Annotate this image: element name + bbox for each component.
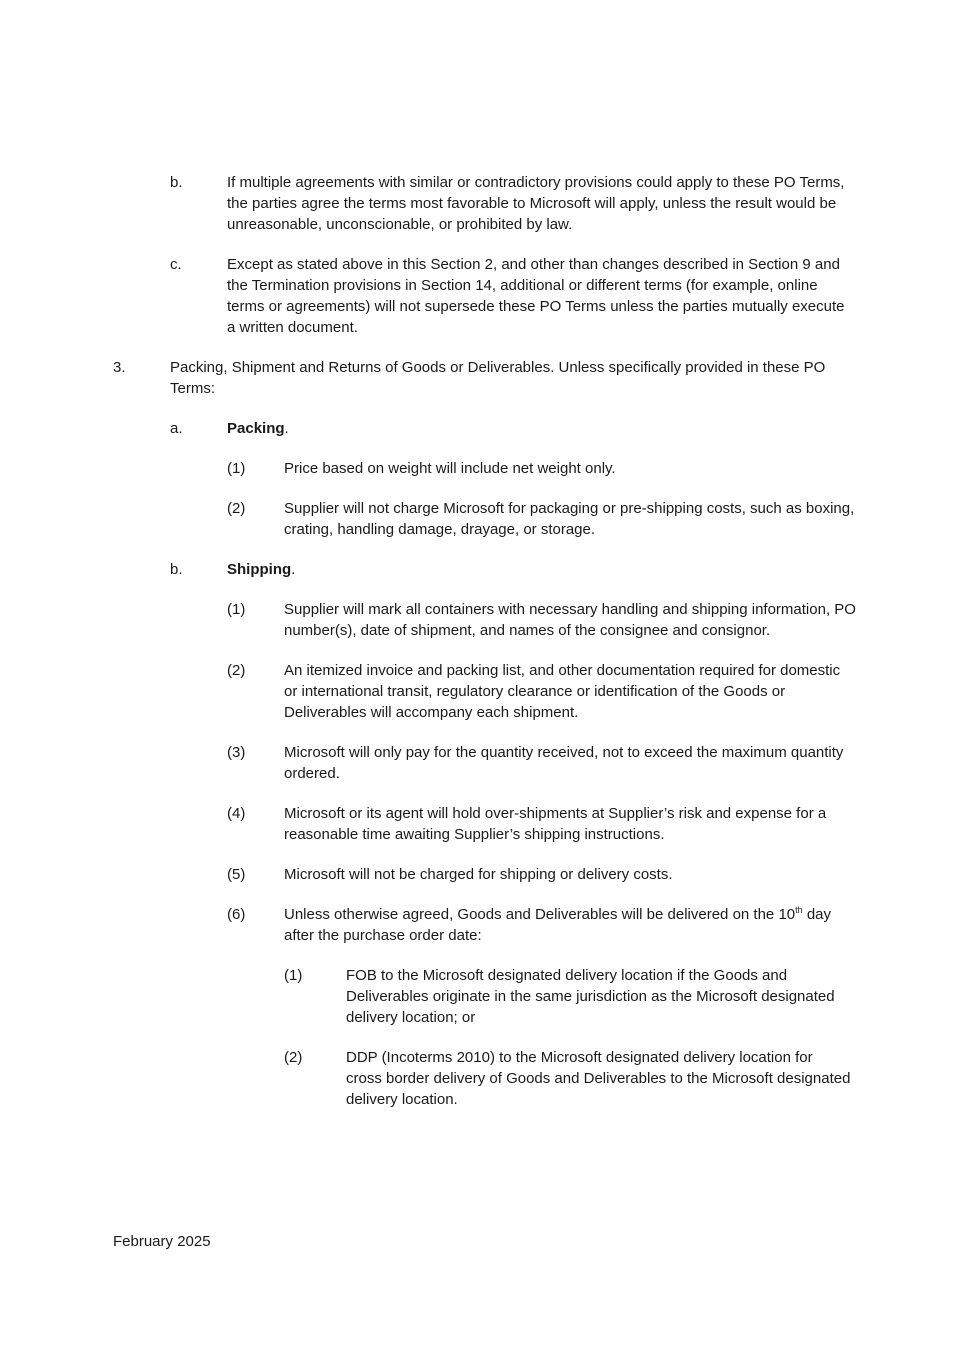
- clause-3b-2: [0, 660, 965, 723]
- clause-marker: (5): [227, 866, 246, 883]
- clause-text: Microsoft will not be charged for shipping or delivery costs.: [284, 866, 673, 883]
- clause-text: DDP (Incoterms 2010) to the Microsoft designated delivery location for cross border delivery of Goods and Deliverables to the Microsoft designated delivery location.: [346, 1049, 851, 1108]
- clause-3b-5: [0, 864, 965, 885]
- clause-text-before: Unless otherwise agreed, Goods and Deliverables will be delivered on the 10: [284, 906, 796, 923]
- clause-heading-bold: Packing: [227, 420, 285, 437]
- clause-3b-1: [0, 599, 965, 641]
- clause-text: Except as stated above in this Section 2, and other than changes described in Section 9 and the Termination provisions in Section 14, additional or different terms (for example, online terms or agreements) will not supersede these PO Terms unless the parties mutually execute a written document.: [227, 256, 845, 336]
- clause-heading: [227, 418, 853, 439]
- clause-text-after: day after the purchase order date:: [284, 906, 832, 944]
- clause-marker: (6): [227, 906, 246, 923]
- clause-3b-4: [0, 803, 965, 845]
- clause-3b-6: [0, 904, 965, 946]
- section-title: Packing, Shipment and Returns of Goods or Deliverables. Unless specifically provided in these PO Terms:: [170, 359, 826, 397]
- clause-text: FOB to the Microsoft designated delivery location if the Goods and Deliverables originate in the same jurisdiction as the Microsoft designated delivery location; or: [346, 967, 835, 1026]
- clause-3b-6-2: [0, 1047, 965, 1110]
- clause-heading-suffix: .: [284, 420, 289, 437]
- clause-marker: (4): [227, 805, 246, 822]
- clause-3a-packing: [0, 418, 965, 439]
- clause-text: Price based on weight will include net weight only.: [284, 460, 616, 477]
- clause-text: Microsoft or its agent will hold over-shipments at Supplier’s risk and expense for a reasonable time awaiting Supplier’s shipping instructions.: [284, 805, 827, 843]
- ordinal-superscript: th: [795, 905, 803, 915]
- clause-marker: (1): [227, 460, 246, 477]
- clause-3a-2: [0, 498, 965, 540]
- clause-marker: (2): [227, 500, 246, 517]
- clause-marker: (3): [227, 744, 246, 761]
- clause-3b-6-1: [0, 965, 965, 1028]
- clause-text: If multiple agreements with similar or contradictory provisions could apply to these PO Terms, the parties agree the terms most favorable to Microsoft will apply, unless the result would be unreasonable, unconscionable, or prohibited by law.: [227, 174, 845, 233]
- clause-text: Supplier will not charge Microsoft for packaging or pre-shipping costs, such as boxing, crating, handling damage, drayage, or storage.: [284, 500, 855, 538]
- section-3: [0, 357, 965, 399]
- clause-3b-3: [0, 742, 965, 784]
- clause-text: Microsoft will only pay for the quantity received, not to exceed the maximum quantity ordered.: [284, 744, 844, 782]
- clause-marker: a.: [170, 420, 183, 437]
- clause-3a-1: [0, 458, 965, 479]
- clause-marker: (2): [227, 662, 246, 679]
- clause-marker: (1): [284, 967, 303, 984]
- clause-marker: (1): [227, 601, 246, 618]
- clause-2b: [0, 172, 965, 235]
- clause-text: Supplier will mark all containers with necessary handling and shipping information, PO number(s), date of shipment, and names of the consignee and consignor.: [284, 601, 856, 639]
- clause-marker: b.: [170, 174, 183, 191]
- clause-2c: [0, 254, 965, 338]
- clause-heading: [227, 559, 853, 580]
- clause-marker: (2): [284, 1049, 303, 1066]
- clause-marker: b.: [170, 561, 183, 578]
- clause-text: [284, 904, 856, 946]
- clause-marker: c.: [170, 256, 182, 273]
- clause-text: An itemized invoice and packing list, and other documentation required for domestic or international transit, regulatory clearance or identification of the Goods or Deliverables will accompany each shipment.: [284, 662, 841, 721]
- document-body: [0, 172, 965, 1129]
- footer-date: February 2025: [113, 1233, 211, 1250]
- section-marker: 3.: [113, 359, 126, 376]
- clause-heading-bold: Shipping: [227, 561, 292, 578]
- clause-3b-shipping: [0, 559, 965, 580]
- clause-heading-suffix: .: [291, 561, 296, 578]
